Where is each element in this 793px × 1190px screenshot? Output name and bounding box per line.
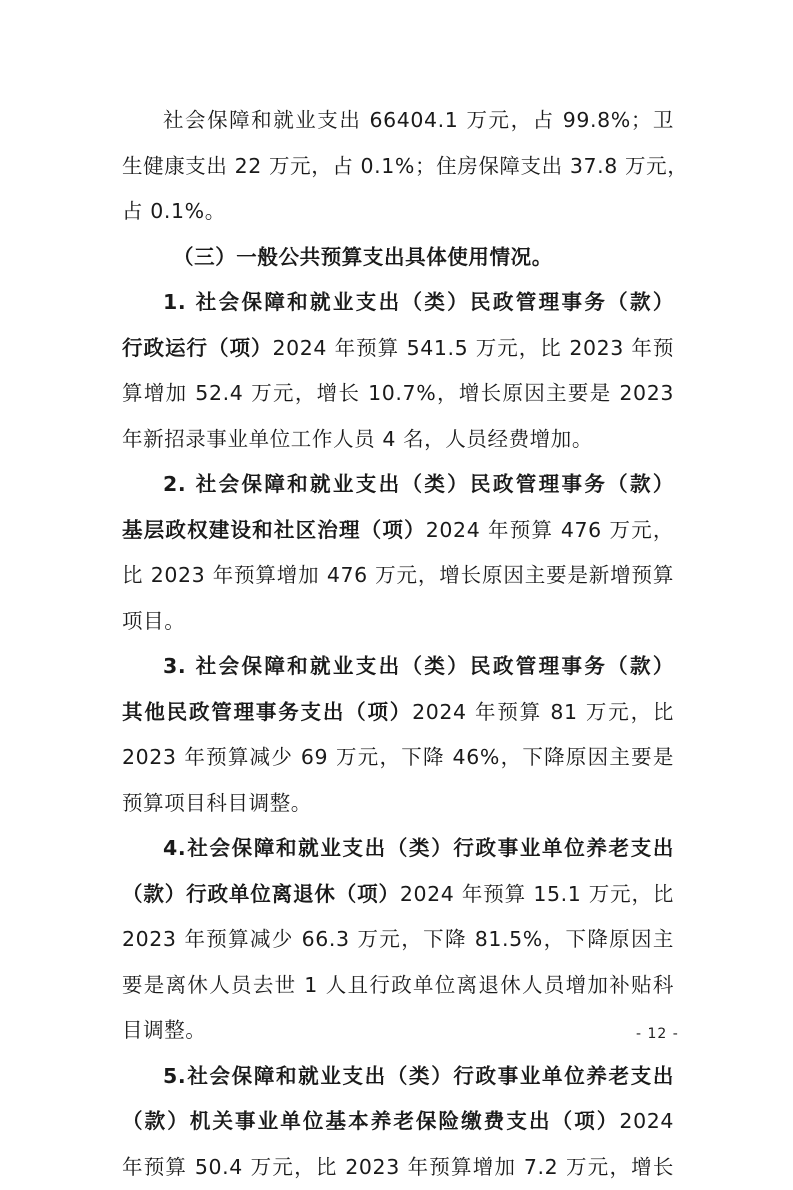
text-line [122, 872, 674, 918]
text-line [122, 690, 674, 736]
text-line: 比 2023 年预算增加 476 万元，增长原因主要是新增预算 [122, 553, 674, 599]
item-text: 2024 年预算 15.1 万元，比 [400, 882, 674, 906]
item-text: 2024 [619, 1109, 674, 1133]
item-title-line: 5.社会保障和就业支出（类）行政事业单位养老支出 [122, 1054, 674, 1100]
text-line: 2023 年预算减少 69 万元，下降 46%，下降原因主要是 [122, 735, 674, 781]
item-text: 2024 年预算 541.5 万元，比 2023 年预 [273, 336, 675, 360]
text-line: 占 0.1%。 [122, 189, 674, 235]
text-line: 目调整。 [122, 1008, 674, 1054]
page-number: - 12 - [636, 1026, 679, 1042]
item-2-paragraph [122, 462, 674, 644]
summary-paragraph [122, 98, 674, 235]
text-line [122, 326, 674, 372]
text-line: 要是离休人员去世 1 人且行政单位离退休人员增加补贴科 [122, 963, 674, 1009]
item-4-paragraph [122, 826, 674, 1054]
item-title-line: 4.社会保障和就业支出（类）行政事业单位养老支出 [122, 826, 674, 872]
item-title-line: 3. 社会保障和就业支出（类）民政管理事务（款） [122, 644, 674, 690]
section-heading: （三）一般公共预算支出具体使用情况。 [122, 235, 674, 281]
text-line: 预算项目科目调整。 [122, 781, 674, 827]
text-line: 年预算 50.4 万元，比 2023 年预算增加 7.2 万元，增长 [122, 1145, 674, 1190]
item-title-continued: （款）行政单位离退休（项） [122, 882, 400, 906]
text-line: 算增加 52.4 万元，增长 10.7%，增长原因主要是 2023 [122, 371, 674, 417]
item-1-paragraph [122, 280, 674, 462]
item-3-paragraph [122, 644, 674, 826]
item-text: 2024 年预算 81 万元，比 [412, 700, 674, 724]
document-body [122, 98, 674, 1190]
text-line: 2023 年预算减少 66.3 万元，下降 81.5%，下降原因主 [122, 917, 674, 963]
item-text: 2024 年预算 476 万元， [426, 518, 674, 542]
item-title-continued: 行政运行（项） [122, 336, 273, 360]
item-title-continued: 基层政权建设和社区治理（项） [122, 518, 426, 542]
text-line: 年新招录事业单位工作人员 4 名，人员经费增加。 [122, 417, 674, 463]
item-title-line: 1. 社会保障和就业支出（类）民政管理事务（款） [122, 280, 674, 326]
item-title-continued: （款）机关事业单位基本养老保险缴费支出（项） [122, 1109, 619, 1133]
item-title-line: 2. 社会保障和就业支出（类）民政管理事务（款） [122, 462, 674, 508]
text-line: 社会保障和就业支出 66404.1 万元，占 99.8%；卫 [122, 98, 674, 144]
text-line: 生健康支出 22 万元，占 0.1%；住房保障支出 37.8 万元， [122, 144, 674, 190]
text-line: 项目。 [122, 599, 674, 645]
text-line [122, 508, 674, 554]
item-title-continued: 其他民政管理事务支出（项） [122, 700, 412, 724]
